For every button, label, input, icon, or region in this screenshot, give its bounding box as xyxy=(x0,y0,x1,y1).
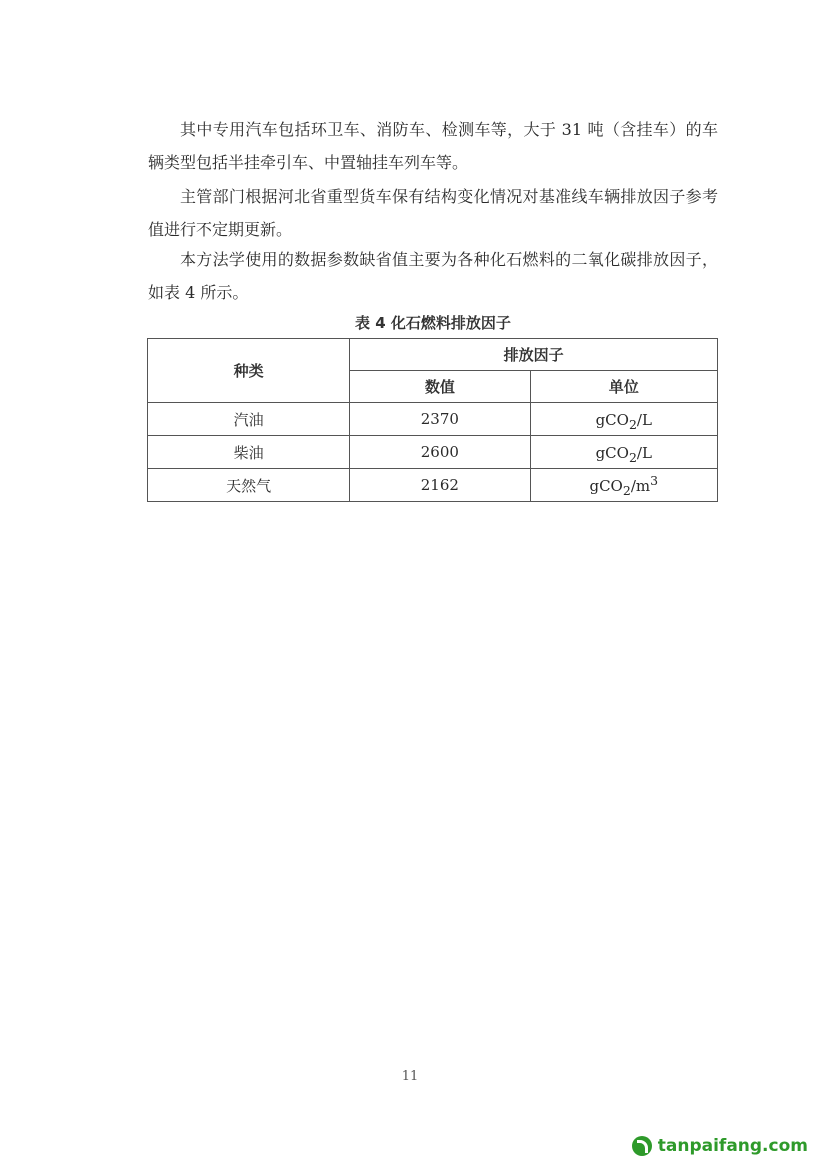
watermark xyxy=(632,1136,808,1156)
body-paragraph-3: 本方法学使用的数据参数缺省值主要为各种化石燃料的二氧化碳排放因子，如表 4 所示。 xyxy=(148,250,718,302)
header-type: 种类 xyxy=(148,339,350,403)
table-row xyxy=(148,436,718,469)
cell-unit: gCO$_2$/L xyxy=(530,403,717,436)
header-emission-factor: 排放因子 xyxy=(350,339,718,371)
table-header-row xyxy=(148,339,718,371)
cell-value: 2600 xyxy=(350,436,530,469)
cell-value: 2162 xyxy=(350,469,530,502)
table-row xyxy=(148,469,718,502)
cell-type: 柴油 xyxy=(148,436,350,469)
cell-unit: gCO$_2$/L xyxy=(530,436,717,469)
table-row xyxy=(148,403,718,436)
header-value: 数值 xyxy=(350,371,530,403)
emission-factor-table xyxy=(147,338,718,502)
cell-value: 2370 xyxy=(350,403,530,436)
page-number: 11 xyxy=(401,1069,419,1084)
cell-unit: $gCO_2/m^3$ xyxy=(530,469,717,502)
cell-type: 汽油 xyxy=(148,403,350,436)
body-paragraph-1: 其中专用汽车包括环卫车、消防车、检测车等，大于 31 吨（含挂车）的车辆类型包括半挂牵引车、中置轴挂车列车等。 xyxy=(148,120,718,172)
header-unit: 单位 xyxy=(530,371,717,403)
cell-type: 天然气 xyxy=(148,469,350,502)
table-caption: 表 4 化石燃料排放因子 xyxy=(355,314,511,332)
leaf-logo-icon xyxy=(632,1136,652,1156)
watermark-text: tanpaifang.com xyxy=(657,1136,808,1156)
body-paragraph-2: 主管部门根据河北省重型货车保有结构变化情况对基准线车辆排放因子参考值进行不定期更新。 xyxy=(148,187,718,239)
